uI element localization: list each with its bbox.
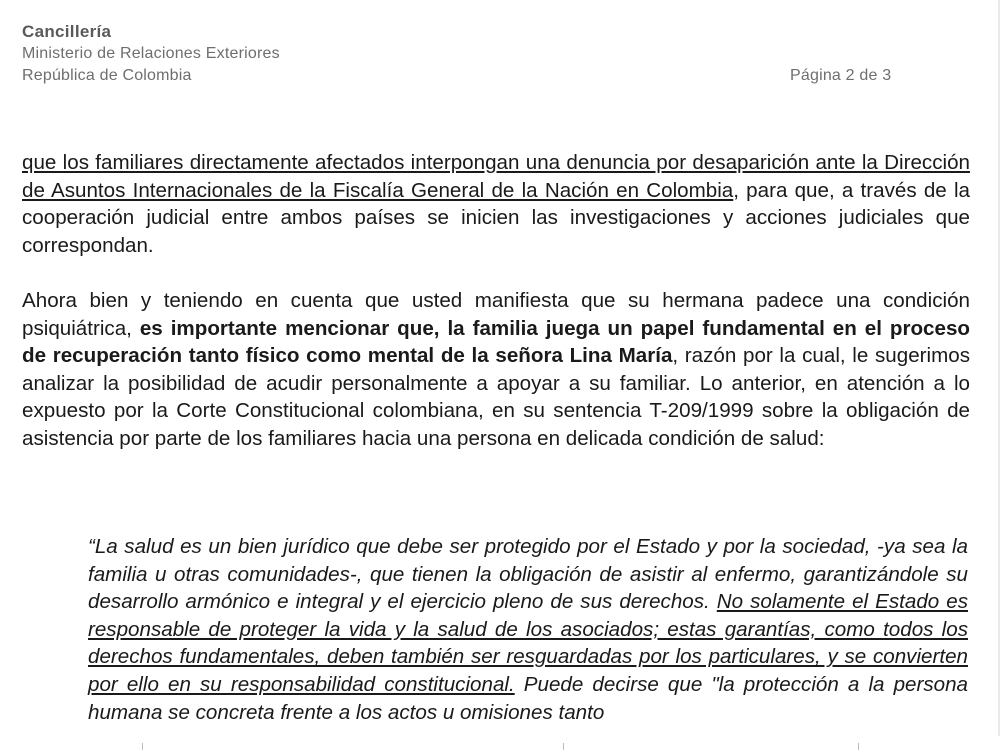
quote-text: Puede decirse que "la protección a la persona humana se concreta frente a los actos u omisiones tanto xyxy=(88,672,968,724)
paragraph-text: , razón por la cual, le sugerimos analizar la posibilidad de acudir personalmente a apoyar a su familiar. Lo anterior, en atención a lo expuesto por la Corte Constitucional colombiana, en su sentencia T-209/1999 sobre la obligación de asistencia por parte de los familiares hacia una persona en delicada condición de salud: xyxy=(22,344,971,450)
letterhead-country: República de Colombia xyxy=(22,67,192,84)
underlined-text: que los familiares directamente afectados interpongan una denuncia por desaparición ante la Dirección de Asuntos Internacionales de la Fiscalía General de la Nación en Colombia xyxy=(22,151,970,202)
paragraph-text: Ahora bien y teniendo en cuenta que usted manifiesta que su hermana padece una condición psiquiátrica, xyxy=(22,289,970,340)
paragraph-familia xyxy=(22,287,970,453)
letterhead xyxy=(22,20,280,87)
page-number: Página 2 de 3 xyxy=(790,67,892,84)
letterhead-ministry: Ministerio de Relaciones Exteriores xyxy=(22,45,280,62)
page-cutoff xyxy=(0,736,1000,750)
bold-text: es importante mencionar que, la familia juega un papel fundamental en el proceso de recuperación tanto físico como mental de la señora Lina María xyxy=(22,316,970,368)
letterhead-org: Cancillería xyxy=(22,22,112,41)
paragraph-denuncia xyxy=(22,149,970,259)
quote-underlined-text: No solamente el Estado es responsable de proteger la vida y la salud de los asociados; estas garantías, como todos los derechos fundamentales, deben también ser resguardadas por los particulares, y se convierten por ello en su responsabilidad constitucional. xyxy=(88,590,968,696)
paragraph-text: , para que, a través de la cooperación judicial entre ambos países se inicien las investigaciones y acciones judiciales que correspondan. xyxy=(22,178,970,257)
quote-text: “La salud es un bien jurídico que debe ser protegido por el Estado y por la sociedad, -ya sea la familia u otras comunidades-, que tienen la obligación de asistir al enfermo, garantizándole su desarrollo armónico e integral y el ejercicio pleno de sus derechos. xyxy=(88,535,968,614)
block-quote xyxy=(88,533,968,726)
